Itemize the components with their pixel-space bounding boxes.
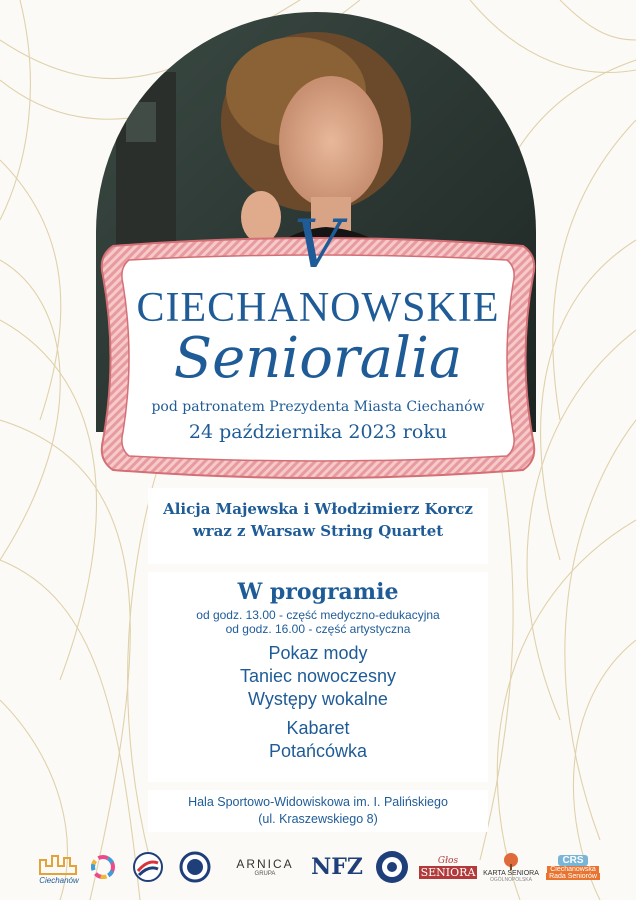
schedule-line: od godz. 16.00 - część artystyczna: [225, 622, 411, 636]
artists-line2: wraz z Warsaw String Quartet: [192, 522, 444, 540]
crs-badge: CRS: [558, 855, 587, 866]
program-heading: W programie: [237, 579, 399, 605]
colorful-c-logo: [88, 845, 118, 889]
patronage-text: pod patronatem Prezydenta Miasta Ciechanów: [151, 399, 485, 415]
program-item: Taniec nowoczesny: [239, 666, 397, 686]
glos-seniora-logo: [420, 845, 476, 889]
glos-script: Głos: [437, 855, 459, 866]
artists-line1: Alicja Majewska i Włodzimierz Korcz: [163, 500, 473, 518]
arnica-sub: GRUPA: [254, 871, 276, 877]
program-item: Występy wokalne: [248, 689, 388, 709]
schedule-line: od godz. 13.00 - część medyczno-edukacyjna: [196, 608, 440, 622]
edition-numeral: V: [294, 206, 342, 283]
ciechanow-city-logo: [34, 845, 84, 889]
round-emblem-logo: [372, 845, 412, 889]
sponsor-logos: [0, 845, 636, 893]
venue-address: (ul. Kraszewskiego 8): [258, 812, 378, 826]
arnica-logo: [226, 845, 304, 889]
venue-name: Hala Sportowo-Widowiskowa im. I. Palińskiego: [188, 795, 448, 809]
title-line2: Senioralia: [173, 326, 463, 391]
event-date: 24 października 2023 roku: [188, 421, 448, 443]
tree-icon: [498, 852, 524, 870]
venue-box: [148, 790, 488, 832]
program-item: Kabaret: [286, 718, 350, 738]
crs-logo: [542, 845, 604, 889]
castle-icon: [36, 850, 82, 876]
artists-box: [148, 488, 488, 564]
swoosh-logo: [130, 845, 166, 889]
sgm-seal-logo: [178, 845, 212, 889]
program-item: Potańcówka: [268, 741, 368, 761]
ciechanow-logo-text: Ciechanów: [39, 875, 79, 885]
crs-line2: Rada Seniorów: [546, 873, 600, 880]
karta-sub: OGÓLNOPOLSKA: [490, 876, 532, 883]
title-frame: [93, 206, 543, 480]
nfz-logo: [310, 845, 364, 889]
karta-seniora-text: KARTA SENIORA: [483, 869, 539, 877]
arnica-name: ARNICA: [236, 857, 294, 871]
crs-line1: Ciechanowska: [547, 866, 599, 873]
karta-seniora-logo: [480, 845, 542, 889]
program-item: Pokaz mody: [268, 643, 368, 663]
glos-seniora-text: SENIORA: [420, 865, 476, 879]
program-box: [148, 572, 488, 782]
title-line1: CIECHANOWSKIE: [136, 285, 500, 331]
nfz-text: NFZ: [311, 854, 363, 880]
